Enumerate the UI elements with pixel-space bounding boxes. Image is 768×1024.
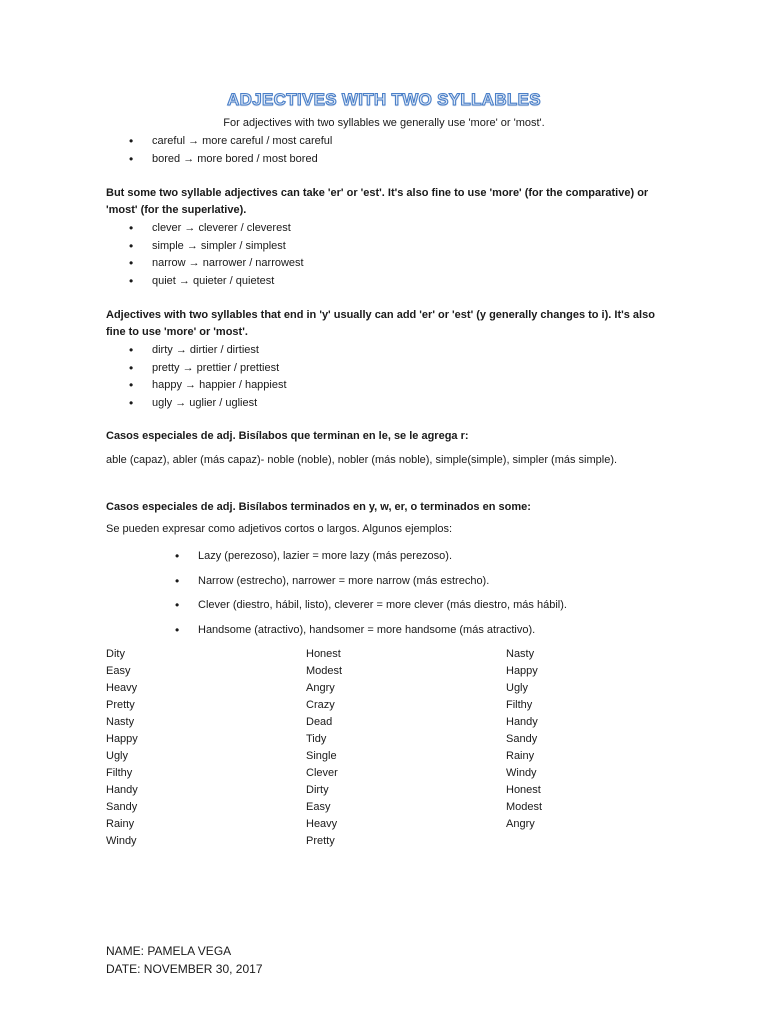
list-item: • simple → simpler / simplest [152, 238, 304, 256]
word-item: Nasty [106, 716, 135, 728]
word-item: Easy [106, 665, 131, 677]
list-item: • Narrow (estrecho), narrower = more narrow (más estrecho). [198, 569, 567, 594]
word-item: Filthy [506, 699, 533, 711]
word-item: Dirty [306, 784, 329, 796]
word-item: Heavy [306, 818, 338, 830]
word-item: Sandy [506, 733, 538, 745]
paragraph-short-long: Se pueden expresar como adjetivos cortos o largos. Algunos ejemplos: [106, 523, 453, 535]
word-item: Pretty [306, 835, 335, 847]
word-item: Crazy [306, 699, 335, 711]
student-name: NAME: PAMELA VEGA [106, 944, 232, 958]
word-item: Heavy [106, 682, 138, 694]
word-item: Modest [306, 665, 343, 677]
word-item: Easy [306, 801, 331, 813]
paragraph-le-examples: able (capaz), abler (más capaz)- noble (noble), nobler (más noble), simple(simple), simpler (más simple). [106, 454, 618, 466]
word-item: Clever [306, 767, 338, 779]
list-item: • narrow → narrower / narrowest [152, 255, 304, 273]
list-y-ending [152, 342, 287, 412]
list-special-examples [198, 544, 567, 642]
word-column-2 [306, 646, 342, 850]
paragraph-er-est: But some two syllable adjectives can take 'er' or 'est'. It's also fine to use 'more' (for the comparative) or 'most' (for the superlative). [106, 187, 649, 216]
word-item: Honest [306, 648, 341, 660]
list-item: • careful → more careful / most careful [152, 133, 332, 151]
word-item: Rainy [506, 750, 535, 762]
word-column-1 [106, 646, 138, 850]
list-item: • pretty → prettier / prettiest [152, 360, 287, 378]
submission-date: DATE: NOVEMBER 30, 2017 [106, 962, 263, 976]
word-item: Dead [306, 716, 333, 728]
list-item: • Clever (diestro, hábil, listo), cleverer = more clever (más diestro, más hábil). [198, 593, 567, 618]
list-item: • bored → more bored / most bored [152, 151, 332, 169]
word-item: Happy [506, 665, 538, 677]
word-item: Filthy [106, 767, 133, 779]
list-item: • ugly → uglier / ugliest [152, 395, 287, 413]
word-item: Angry [506, 818, 535, 830]
paragraph-y-ending: Adjectives with two syllables that end in 'y' usually can add 'er' or 'est' (y generally changes to i). It's also fine to use 'more' or 'most'. [106, 309, 655, 338]
word-item: Rainy [106, 818, 135, 830]
word-item: Nasty [506, 648, 535, 660]
list-item: • Handsome (atractivo), handsomer = more handsome (más atractivo). [198, 618, 567, 643]
word-item: Sandy [106, 801, 138, 813]
word-item: Ugly [506, 682, 529, 694]
list-more-most [152, 133, 332, 168]
word-item: Handy [106, 784, 138, 796]
word-item: Angry [306, 682, 335, 694]
intro-text: For adjectives with two syllables we generally use 'more' or 'most'. [223, 117, 545, 129]
list-er-est [152, 220, 304, 290]
document-title: ADJECTIVES WITH TWO SYLLABLES [227, 90, 541, 109]
word-item: Pretty [106, 699, 135, 711]
word-column-3 [506, 646, 542, 833]
heading-le-ending: Casos especiales de adj. Bisílabos que terminan en le, se le agrega r: [106, 430, 469, 442]
word-item: Happy [106, 733, 138, 745]
word-item: Handy [506, 716, 538, 728]
list-item: • clever → cleverer / cleverest [152, 220, 304, 238]
list-item: • dirty → dirtier / dirtiest [152, 342, 287, 360]
word-item: Windy [106, 835, 137, 847]
word-item: Modest [506, 801, 543, 813]
word-item: Single [306, 750, 337, 762]
word-item: Windy [506, 767, 537, 779]
word-item: Tidy [306, 733, 327, 745]
list-item: • happy → happier / happiest [152, 377, 287, 395]
word-item: Ugly [106, 750, 129, 762]
heading-special-cases: Casos especiales de adj. Bisílabos terminados en y, w, er, o terminados en some: [106, 501, 531, 513]
word-item: Dity [106, 648, 125, 660]
list-item: • Lazy (perezoso), lazier = more lazy (más perezoso). [198, 544, 567, 569]
word-item: Honest [506, 784, 541, 796]
list-item: • quiet → quieter / quietest [152, 273, 304, 291]
